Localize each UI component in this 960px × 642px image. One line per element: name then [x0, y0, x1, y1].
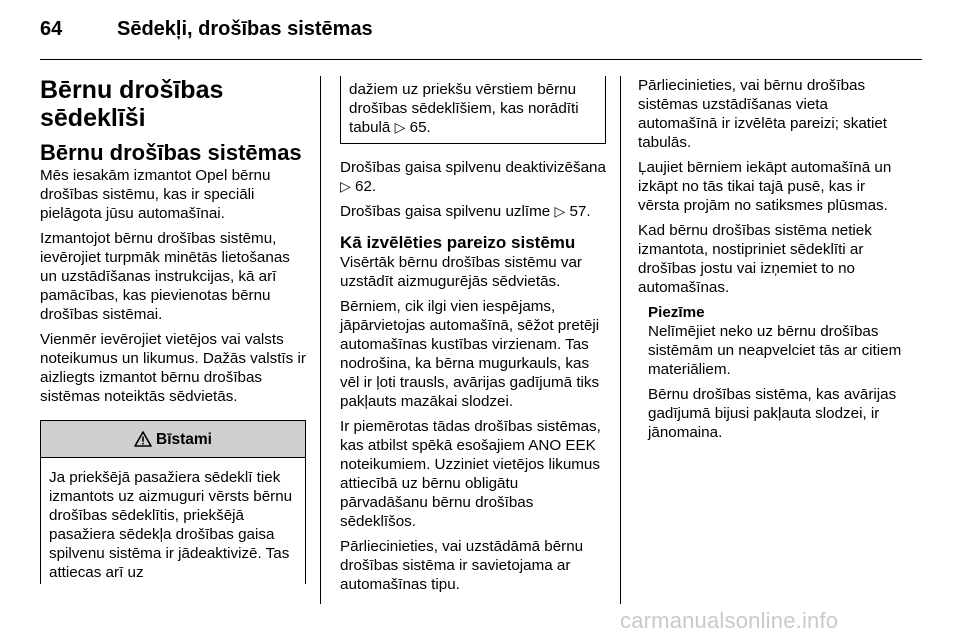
- page-reference-arrow-icon: ▷: [394, 119, 406, 135]
- page-header: [40, 18, 922, 62]
- paragraph: [340, 202, 606, 221]
- section-heading: Bērnu drošības sēdeklīši: [40, 76, 224, 132]
- page-reference-arrow-icon: ▷: [554, 203, 566, 219]
- paragraph-text: Drošības gaisa spilvenu deaktivizēšana: [340, 159, 606, 176]
- warning-title: Bīstami: [156, 430, 212, 448]
- column-divider: [320, 76, 321, 604]
- page-reference[interactable]: 62.: [355, 178, 377, 195]
- page-reference-arrow-icon: ▷: [340, 178, 351, 194]
- running-title: Sēdekļi, drošības sistēmas: [117, 18, 373, 40]
- paragraph-text: Drošības gaisa spilvenu uzlīme: [340, 203, 551, 220]
- warning-box: [40, 420, 306, 584]
- paragraph: Vienmēr ievērojiet vietējos vai valsts noteikumus un likumus. Dažās valstīs ir aizliegts izmantot bērnu drošības sistēmas noteiktās sēdvietās.: [40, 331, 306, 405]
- page-reference[interactable]: 65.: [409, 119, 431, 136]
- paragraph: Mēs iesakām izmantot Opel bērnu drošības sistēmu, kas ir speciāli pielāgota jūsu automašīnai.: [40, 167, 271, 222]
- paragraph: Ir piemērotas tādas drošības sistēmas, kas atbilst spēkā esošajiem ANO EEK noteikumiem. Uzziniet vietējos likumus attiecībā uz bērnu obligātu pārvadāšanu bērnu drošības sēdeklīšos.: [340, 418, 601, 530]
- watermark: carmanualsonline.info: [620, 608, 839, 633]
- warning-triangle-icon: [134, 431, 152, 447]
- page-number: 64: [40, 18, 63, 40]
- note-block: [638, 303, 904, 442]
- note-paragraph: Bērnu drošības sistēma, kas avārijas gadījumā bijusi pakļauta slodzei, ir jānomaina.: [648, 386, 897, 441]
- column-1: [40, 76, 306, 584]
- paragraph: Ļaujiet bērniem iekāpt automašīnā un izkāpt no tās tikai tajā pusē, kas ir vērsta projām no satiksmes plūsmas.: [638, 159, 892, 214]
- warning-text: dažiem uz priekšu vērstiem bērnu drošības sēdeklīšiem, kas norādīti tabulā: [349, 81, 579, 136]
- note-paragraph: Nelīmējiet neko uz bērnu drošības sistēmām un neapvelciet tās ar citiem materiāliem.: [648, 323, 902, 378]
- paragraph: Kad bērnu drošības sistēma netiek izmantota, nostipriniet sēdeklīti ar drošības jostu vai izņemiet to no automašīnas.: [638, 222, 872, 296]
- paragraph: [340, 158, 606, 196]
- column-2: [340, 76, 606, 600]
- column-divider: [620, 76, 621, 604]
- subsection-heading: Kā izvēlēties pareizo sistēmu: [340, 233, 576, 252]
- note-title: Piezīme: [648, 304, 705, 321]
- paragraph: Visērtāk bērnu drošības sistēmu var uzstādīt aizmugurējās sēdvietās.: [340, 254, 582, 290]
- paragraph: Pārliecinieties, vai bērnu drošības sistēmas uzstādīšanas vieta automašīnā ir izvēlēta pareizi; skatiet tabulās.: [638, 77, 888, 151]
- warning-header: [41, 420, 305, 458]
- page-reference[interactable]: 57.: [569, 203, 591, 220]
- subsection-heading: Bērnu drošības sistēmas: [40, 140, 302, 165]
- paragraph: Pārliecinieties, vai uzstādāmā bērnu drošības sistēma ir savietojama ar automašīnas tipu.: [340, 538, 584, 593]
- column-3: [638, 76, 904, 448]
- header-rule: [40, 59, 922, 60]
- warning-text: Ja priekšējā pasažiera sēdeklī tiek izmantots uz aizmuguri vērsts bērnu drošības sēdeklītis, priekšējā pasažiera sēdekļa drošības gaisa spilvenu sistēma ir jādeaktivizē. Tas attiecas arī uz: [49, 469, 293, 581]
- warning-box-continued: [340, 76, 606, 144]
- paragraph: Bērniem, cik ilgi vien iespējams, jāpārvietojas automašīnā, sēžot pretēji automašīnas kustības virzienam. Tas nodrošina, ka bērna mugurkauls, kas vēl ir ļoti trausls, avārijas gadījumā tiks pakļauts mazākai slodzei.: [340, 298, 600, 410]
- paragraph: Izmantojot bērnu drošības sistēmu, ievērojiet turpmāk minētās lietošanas un uzstādīšanas instrukcijas, kā arī pamācības, kas pievienotas bērnu drošības sistēmai.: [40, 230, 290, 323]
